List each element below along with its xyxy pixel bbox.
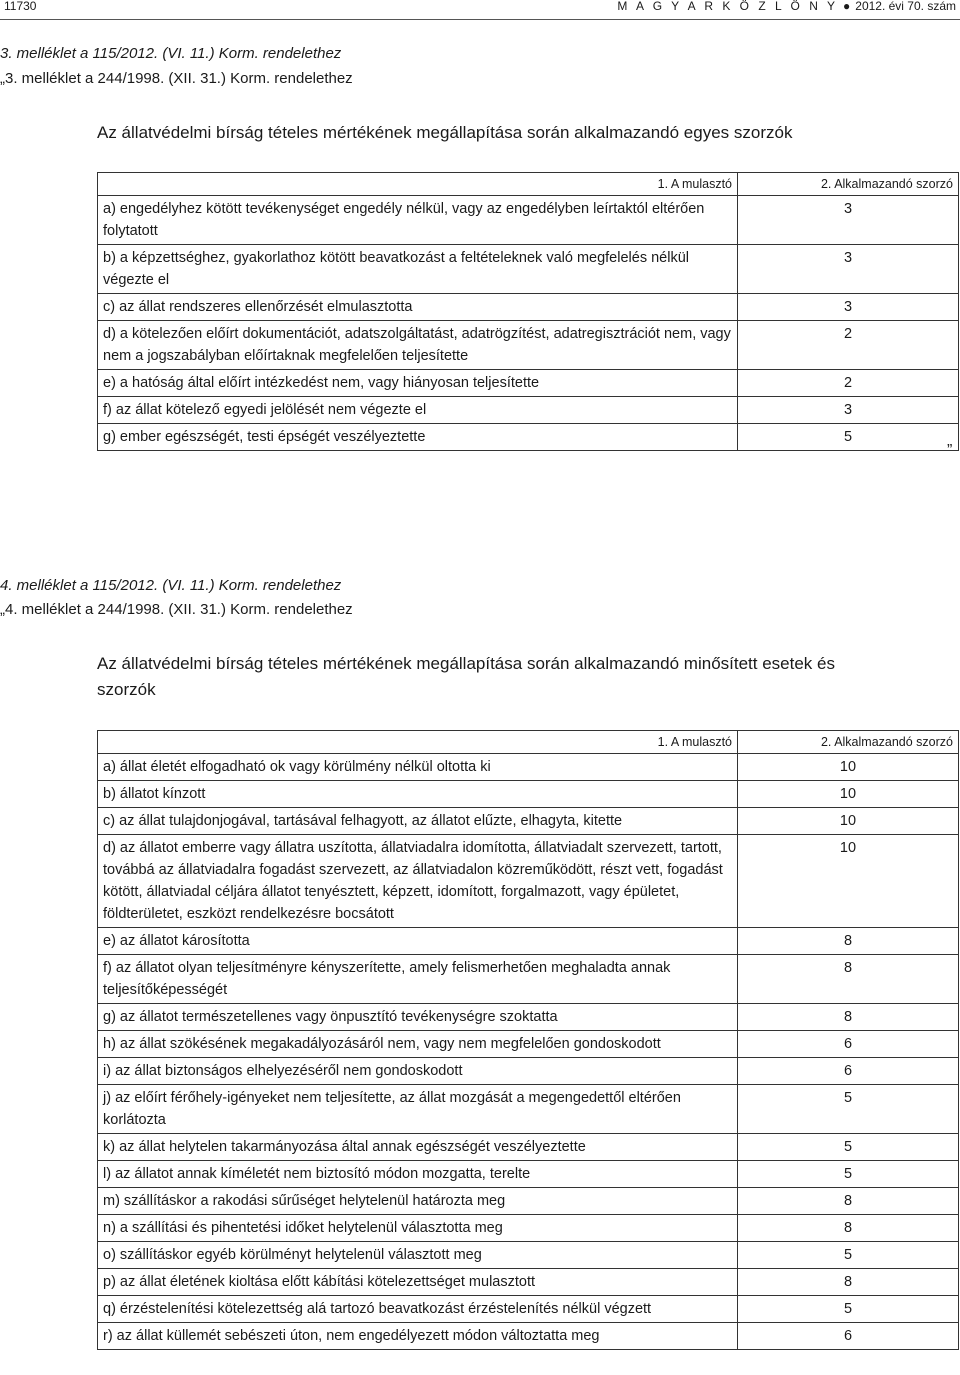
table-row xyxy=(98,370,959,397)
table-row xyxy=(98,808,959,835)
table-row xyxy=(98,781,959,808)
offense-text: d) az állatot emberre vagy állatra uszította, állatviadalra idomította, állatviadalt szervezett, tartott, továbbá az állatviadalra fogadást szervezett, az állatviadalon közreműködött, részt vett, fogadást kötött, állatviadal céljára állatot tenyésztett, képzett, idomított, forgalmazott, vagy épületet, földterületet, eszközt rendelkezésre bocsátott xyxy=(98,835,738,928)
offense-text: r) az állat küllemét sebészeti úton, nem engedélyezett módon változtatta meg xyxy=(98,1323,738,1350)
multiplier-value: 5 xyxy=(738,1242,959,1269)
annex4-table xyxy=(97,730,959,1350)
annex3-table xyxy=(97,172,959,451)
header-divider xyxy=(0,19,960,20)
offense-text: g) az állatot természetellenes vagy önpusztító tevékenységre szoktatta xyxy=(98,1004,738,1031)
table-row xyxy=(98,1134,959,1161)
multiplier-value: 3 xyxy=(738,397,959,424)
multiplier-value: 8 xyxy=(738,1004,959,1031)
annex3-amended-reference: „3. melléklet a 244/1998. (XII. 31.) Korm. rendelethez xyxy=(0,70,353,87)
table-row xyxy=(98,1161,959,1188)
multiplier-value: 3 xyxy=(738,245,959,294)
table-row xyxy=(98,245,959,294)
table-header-row xyxy=(98,731,959,754)
multiplier-value: 2 xyxy=(738,321,959,370)
column-header-multiplier: 2. Alkalmazandó szorzó xyxy=(738,173,959,196)
multiplier-value: 3 xyxy=(738,196,959,245)
offense-text: e) a hatóság által előírt intézkedést nem, vagy hiányosan teljesítette xyxy=(98,370,738,397)
annex3-title: Az állatvédelmi bírság tételes mértékének megállapítása során alkalmazandó egyes szorzók xyxy=(97,123,793,142)
page-number: 11730 xyxy=(4,0,37,13)
journal-name: M A G Y A R K Ö Z L Ö N Y xyxy=(617,0,839,13)
table-row xyxy=(98,1269,959,1296)
offense-text: b) állatot kínzott xyxy=(98,781,738,808)
offense-text: q) érzéstelenítési kötelezettség alá tartozó beavatkozást érzéstelenítés nélkül végzett xyxy=(98,1296,738,1323)
table-row xyxy=(98,424,959,451)
table-row xyxy=(98,1242,959,1269)
table-row xyxy=(98,1188,959,1215)
multiplier-value: 5 xyxy=(738,1161,959,1188)
table-row xyxy=(98,1323,959,1350)
offense-text: f) az állatot olyan teljesítményre kényszerítette, amely felismerhetően meghaladta annak teljesítőképességét xyxy=(98,955,738,1004)
offense-text: f) az állat kötelező egyedi jelölését nem végezte el xyxy=(98,397,738,424)
offense-text: d) a kötelezően előírt dokumentációt, adatszolgáltatást, adatrögzítést, adatregisztrációt nem, vagy nem a jogszabályban előírtaknak megfelelően teljesítette xyxy=(98,321,738,370)
page-header xyxy=(0,0,960,16)
table-row xyxy=(98,1215,959,1242)
table-row xyxy=(98,955,959,1004)
bullet-separator-icon: ● xyxy=(843,0,851,13)
annex4-amended-reference: „4. melléklet a 244/1998. (XII. 31.) Korm. rendelethez xyxy=(0,601,353,618)
offense-text: l) az állatot annak kíméletét nem biztosító módon mozgatta, terelte xyxy=(98,1161,738,1188)
table-row xyxy=(98,196,959,245)
issue-label: 2012. évi 70. szám xyxy=(855,0,956,13)
offense-text: p) az állat életének kioltása előtt kábítási kötelezettséget mulasztott xyxy=(98,1269,738,1296)
multiplier-value: 8 xyxy=(738,955,959,1004)
offense-text: c) az állat tulajdonjogával, tartásával felhagyott, az állatot elűzte, elhagyta, kitette xyxy=(98,808,738,835)
multiplier-value: 6 xyxy=(738,1323,959,1350)
multiplier-value: 6 xyxy=(738,1031,959,1058)
closing-quote: ” xyxy=(947,442,953,459)
offense-text: h) az állat szökésének megakadályozásáról nem, vagy nem megfelelően gondoskodott xyxy=(98,1031,738,1058)
table-row xyxy=(98,928,959,955)
multiplier-value: 10 xyxy=(738,781,959,808)
column-header-multiplier: 2. Alkalmazandó szorzó xyxy=(738,731,959,754)
column-header-offender: 1. A mulasztó xyxy=(98,731,738,754)
multiplier-value: 8 xyxy=(738,1215,959,1242)
offense-text: j) az előírt férőhely-igényeket nem teljesítette, az állat mozgását a megengedettől eltérően korlátozta xyxy=(98,1085,738,1134)
multiplier-value: 3 xyxy=(738,294,959,321)
column-header-offender: 1. A mulasztó xyxy=(98,173,738,196)
multiplier-value: 10 xyxy=(738,808,959,835)
table-row xyxy=(98,321,959,370)
offense-text: a) állat életét elfogadható ok vagy körülmény nélkül oltotta ki xyxy=(98,754,738,781)
table-row xyxy=(98,397,959,424)
multiplier-value: 8 xyxy=(738,1188,959,1215)
multiplier-value: 5 xyxy=(738,1085,959,1134)
multiplier-value: 5 xyxy=(738,1296,959,1323)
journal-title xyxy=(617,0,956,13)
table-row xyxy=(98,754,959,781)
table-row xyxy=(98,1296,959,1323)
offense-text: m) szállításkor a rakodási sűrűséget helytelenül határozta meg xyxy=(98,1188,738,1215)
table-row xyxy=(98,1085,959,1134)
offense-text: a) engedélyhez kötött tevékenységet engedély nélkül, vagy az engedélyben leírtaktól eltérően folytatott xyxy=(98,196,738,245)
offense-text: b) a képzettséghez, gyakorlathoz kötött beavatkozást a feltételeknek való megfelelés nélkül végezte el xyxy=(98,245,738,294)
table-row xyxy=(98,1058,959,1085)
annex4-title: Az állatvédelmi bírság tételes mértékének megállapítása során alkalmazandó minősített esetek és szorzók xyxy=(97,654,835,699)
multiplier-value: 5 xyxy=(738,424,959,451)
multiplier-value: 2 xyxy=(738,370,959,397)
table-row xyxy=(98,1004,959,1031)
offense-text: k) az állat helytelen takarmányozása által annak egészségét veszélyeztette xyxy=(98,1134,738,1161)
offense-text: n) a szállítási és pihentetési időket helytelenül választotta meg xyxy=(98,1215,738,1242)
offense-text: e) az állatot károsította xyxy=(98,928,738,955)
offense-text: g) ember egészségét, testi épségét veszélyeztette xyxy=(98,424,738,451)
annex4-reference: 4. melléklet a 115/2012. (VI. 11.) Korm. rendelethez xyxy=(0,577,342,594)
offense-text: o) szállításkor egyéb körülményt helytelenül választott meg xyxy=(98,1242,738,1269)
multiplier-value: 8 xyxy=(738,1269,959,1296)
multiplier-value: 10 xyxy=(738,835,959,928)
multiplier-value: 5 xyxy=(738,1134,959,1161)
table-row xyxy=(98,1031,959,1058)
multiplier-value: 10 xyxy=(738,754,959,781)
annex3-reference: 3. melléklet a 115/2012. (VI. 11.) Korm. rendelethez xyxy=(0,45,342,62)
offense-text: c) az állat rendszeres ellenőrzését elmulasztotta xyxy=(98,294,738,321)
multiplier-value: 8 xyxy=(738,928,959,955)
offense-text: i) az állat biztonságos elhelyezéséről nem gondoskodott xyxy=(98,1058,738,1085)
table-row xyxy=(98,294,959,321)
table-row xyxy=(98,835,959,928)
table-header-row xyxy=(98,173,959,196)
multiplier-value: 6 xyxy=(738,1058,959,1085)
